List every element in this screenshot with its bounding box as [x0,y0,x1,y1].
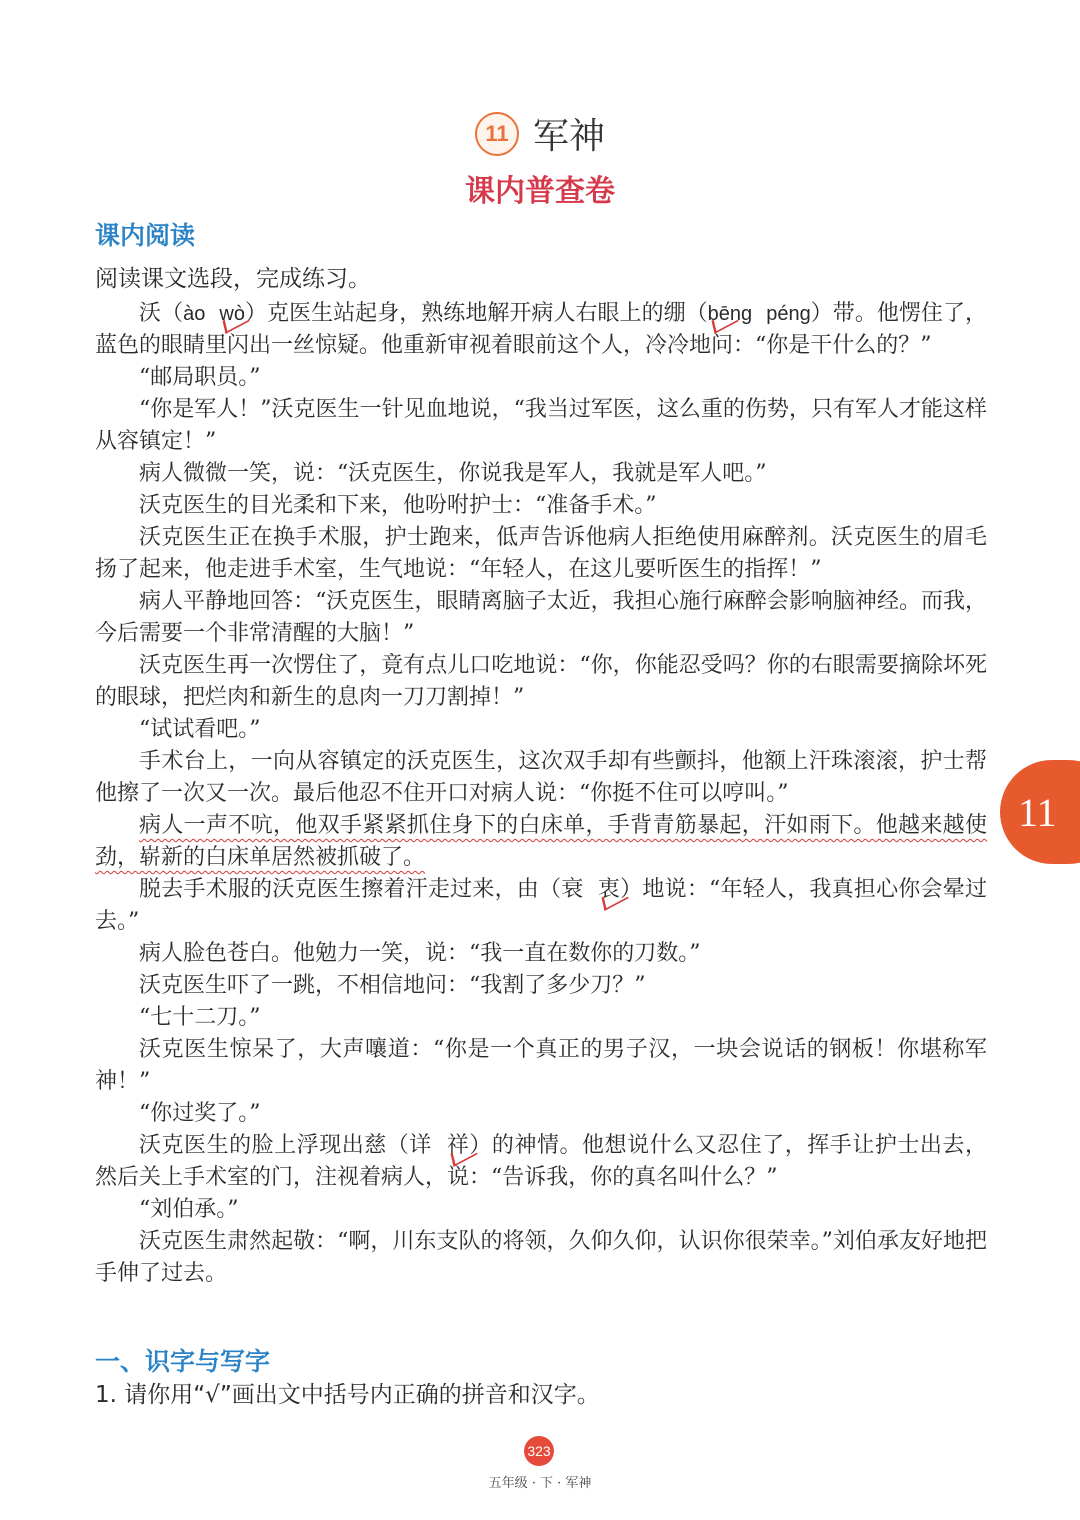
passage-paragraph-underlined [95,810,987,874]
page-subtitle: 课内普查卷 [465,174,615,209]
passage-paragraph: “你是军人！”沃克医生一针见血地说，“我当过军医，这么重的伤势，只有军人才能这样从容镇定！” [95,397,987,454]
passage-paragraph [95,1130,987,1194]
section-heading-reading: 课内阅读 [95,221,196,250]
passage-paragraph: 沃克医生再一次愣住了，竟有点儿口吃地说：“你，你能忍受吗？你的右眼需要摘除坏死的眼球，把烂肉和新生的息肉一刀刀割掉！” [95,653,987,710]
passage-paragraph [95,874,987,938]
pinyin-option-checked: bēng [707,303,753,325]
passage-paragraph: 病人脸色苍白。他勉力一笑，说：“我一直在数你的刀数。” [139,941,701,966]
page-number-badge: 323 [524,1436,554,1466]
section-heading-literacy: 一、识字与写字 [95,1347,271,1376]
text-run: ）地说：“年轻人，我真担心你会晕过去。” [95,877,987,934]
passage-paragraph: 沃克医生惊呆了，大声嚷道：“你是一个真正的男子汉，一块会说话的钢板！你堪称军神！” [95,1037,987,1094]
char-option: 衰 [561,877,584,902]
text-run: 脱去手术服的沃克医生擦着汗走过来，由（ [139,877,562,902]
pinyin-option: péng [766,303,811,325]
chapter-side-tab: 11 [1000,760,1080,864]
text-run: ）克医生站起身，熟练地解开病人右眼上的绷（ [244,301,708,326]
passage-paragraph: 沃克医生肃然起敬：“啊，川东支队的将领，久仰久仰，认识你很荣幸。”刘伯承友好地把手伸了过去。 [95,1229,987,1286]
char-option-checked: 祥 [446,1133,470,1158]
question-1: 1. 请你用“√”画出文中括号内正确的拼音和汉字。 [95,1382,600,1408]
passage-paragraph: 病人平静地回答：“沃克医生，眼睛离脑子太近，我担心施行麻醉会影响脑神经。而我，今后需要一个非常清醒的大脑！” [95,589,987,646]
char-option: 详 [409,1133,432,1158]
wavy-underlined-text: 病人一声不吭，他双手紧紧抓住身下的白床单，手背青筋暴起，汗如雨下。他越来越使劲，崭新的白床单居然被抓破了。 [95,813,987,870]
reading-passage [95,298,987,1290]
text-run: 沃（ [139,301,184,326]
passage-paragraph: “邮局职员。” [139,365,261,390]
instruction-text: 阅读课文选段，完成练习。 [95,266,371,292]
passage-paragraph: 沃克医生吓了一跳，不相信地问：“我割了多少刀？” [139,973,646,998]
passage-paragraph: “你过奖了。” [139,1101,261,1126]
text-run: 沃克医生的脸上浮现出慈（ [139,1133,410,1158]
passage-paragraph [95,298,987,362]
passage-paragraph: 沃克医生的目光柔和下来，他吩咐护士：“准备手术。” [139,493,657,518]
passage-paragraph: 手术台上，一向从容镇定的沃克医生，这次双手却有些颤抖，他额上汗珠滚滚，护士帮他擦了一次又一次。最后他忍不住开口对病人说：“你挺不住可以哼叫。” [95,749,987,806]
char-option-checked: 衷 [597,877,621,902]
pinyin-option: ào [183,303,206,325]
passage-paragraph: “七十二刀。” [139,1005,261,1030]
passage-paragraph: “试试看吧。” [139,717,261,742]
lesson-title: 军神 [532,116,605,157]
pinyin-option-checked: wò [219,303,245,325]
lesson-header [0,108,1080,159]
lesson-number-badge: 11 [475,112,519,156]
passage-paragraph: “刘伯承。” [139,1197,239,1222]
page-footer: 五年级 · 下 · 军神 [488,1476,592,1491]
passage-paragraph: 病人微微一笑，说：“沃克医生，你说我是军人，我就是军人吧。” [139,461,767,486]
passage-paragraph: 沃克医生正在换手术服，护士跑来，低声告诉他病人拒绝使用麻醉剂。沃克医生的眉毛扬了起来，他走进手术室，生气地说：“年轻人，在这儿要听医生的指挥！” [95,525,987,582]
text-run: ）带。他愣住了，蓝色的眼睛里闪出一丝惊疑。他重新审视着眼前这个人，冷冷地问：“你是干什么的？” [95,301,987,358]
text-run: ）的神情。他想说什么又忍住了，挥手让护士出去，然后关上手术室的门，注视着病人，说：“告诉我，你的真名叫什么？” [95,1133,987,1190]
